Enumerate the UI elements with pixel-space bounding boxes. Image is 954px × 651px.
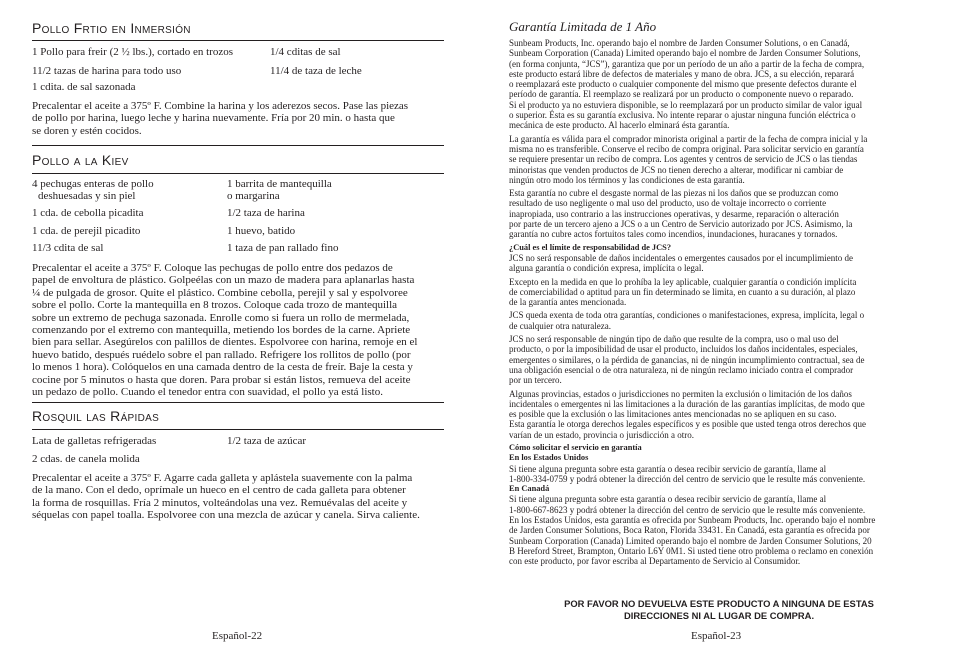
ingredient: 1 Pollo para freir (2 ½ lbs.), cortado en trozos	[32, 46, 233, 58]
paragraph: Algunas provincias, estados o jurisdicciones no permiten la exclusión o limitación de los daños incidentales o emergentes ni las limitaciones a la duración de las garantías implícitas, de modo que es posible que la exclusión o las limitaciones antes mencionadas no se apliquen en su caso. Esta garantía le otorga derechos legales específicos y es posible que usted tenga otros derechos que varían de un estado, provincia o jurisdicción a otro.	[509, 388, 866, 440]
ingredient: 1 barrita de mantequilla	[227, 178, 332, 190]
ingredient: 1 huevo, batido	[227, 225, 296, 237]
ingredient: 1/4 cditas de sal	[270, 46, 341, 58]
paragraph: Excepto en la medida en que lo prohíba la ley aplicable, cualquier garantía o condición implícita de comerciabilidad o aptitud para un fin determinado se limita, en cuanto a su duración, al plazo de la garantía antes mencionada.	[509, 276, 857, 308]
ingredient: 1 taza de pan rallado fino	[227, 242, 339, 254]
divider	[32, 402, 444, 403]
ingredient: 1 cdita. de sal sazonada	[32, 81, 136, 93]
paragraph: Si tiene alguna pregunta sobre esta garantía o desea recibir servicio de garantía, llame al 1-800-334-0759 y podrá obtener la dirección del centro de servicio que le resulte más conveniente.	[509, 463, 866, 484]
instructions-pollo-kiev: Precalentar el aceite a 375º F. Coloque las pechugas de pollo entre dos pedazos de papel de envoltura de plástico. Golpeélas con un mazo de madera para aplanarlas hasta ¼ de pulgada de grosor. Quite el plástico. Combine cebolla, perejil y sal y espolvoree sobre el pollo. Corte la mantequilla en 8 trozos. Coloque cada trozo de mantequilla sobre un extremo de pechuga sazonada. Enrolle como si fuera un rollo de mermelada, comenzando por el extremo con mantequilla, metiendo los bordes de la carne. Apriete bien para sellar. Asegúrelos con palillos de dientes. Espolvoree con harina, remoje en el huevo batido, después ruédelo sobre el pan rallado. Refrigere los rollitos de pollo (por lo menos 1 hora). Colóquelos en una camada dentro de la cesta de freír. Baje la cesta y cocine por 5 minutos o hasta que doren. Para probar si están listos, remueva del aceite un pedazo de pollo. Cuando el tenedor entra con suavidad, el pollo ya está listo.	[32, 262, 418, 399]
page-number-right: Español-23	[691, 630, 742, 642]
divider	[32, 429, 444, 430]
paragraph: Sunbeam Products, Inc. operando bajo el nombre de Jarden Consumer Solutions, o en Canadá, Sunbeam Corporation (Canada) Limited operando bajo el nombre de Jarden Consumer Solutions, (en forma conjunta, “JCS”), garantiza que por un período de un año a partir de la fecha de compra, este producto estará libre de defectos de materiales y mano de obra. JCS, a su elección, reparará o reemplazará este producto o cualquier componente del mismo que presente defectos durante el período de garantía. El reemplazo se realizará por un producto o componente nuevo o reparado. Si el producto ya no estuviera disponible, se lo reemplazará por un producto similar de valor igual o superior. Ésta es su garantía exclusiva. No intente reparar o ajustar ninguna función eléctrica o mecánica de este producto. Al hacerlo elminará ésta garantía.	[509, 38, 865, 131]
paragraph: Esta garantía no cubre el desgaste normal de las piezas ni los daños que se produzcan como resultado de uso negligente o mal uso del producto, uso de voltaje incorrecto o corriente inapropiada, uso contrario a las instrucciones operativas, y desarme, reparación o alteración por parte de un tercero ajeno a JCS o a un Centro de Servicio autorizado por JCS. Asimismo, la garantía no cubre actos fortuitos tales como incendios, inundaciones, huracanes y tornados.	[509, 188, 853, 240]
us-label: En los Estados Unidos	[509, 453, 589, 463]
instructions-pollo-frito: Precalentar el aceite a 375º F. Combine la harina y los aderezos secos. Pase las piezas de pollo por harina, luego leche y harina nuevamente. Fría por 20 min. o hasta que se doren y estén cocidos.	[32, 100, 409, 137]
ingredient: 11/3 cdita de sal	[32, 242, 104, 254]
ingredient: 1 cda. de perejil picadito	[32, 225, 141, 237]
divider	[32, 173, 444, 174]
ingredient: 1/2 taza de harina	[227, 207, 305, 219]
paragraph: La garantía es válida para el comprador minorista original a partir de la fecha de compra inicial y la misma no es transferible. Conserve el recibo de compra original. Para solicitar servicio en garantía se requiere presentar un recibo de compra. Los agentes y centros de servicio de JCS o las tiendas minoristas que venden productos de JCS no tienen derecho a alterar, modificar ni cambiar de ningún otro modo los términos y las condiciones de esta garantía.	[509, 133, 868, 185]
ingredient: 4 pechugas enteras de pollo	[32, 178, 154, 190]
ingredient: deshuesadas y sin piel	[38, 190, 136, 202]
warranty-title: Garantía Limitada de 1 Año	[509, 19, 657, 34]
page-number-left: Español-22	[212, 630, 263, 642]
ingredient: 11/4 de taza de leche	[270, 65, 362, 77]
ingredient: 11/2 tazas de harina para todo uso	[32, 65, 182, 77]
section-title-pollo-frito: Pollo Frtio en Inmersión	[32, 20, 191, 36]
service-heading: Cómo solicitar el servicio en garantía	[509, 442, 642, 452]
divider	[32, 145, 444, 146]
ingredient: 1/2 taza de azúcar	[227, 435, 307, 447]
ingredient: Lata de galletas refrigeradas	[32, 435, 157, 447]
ingredient: 1 cda. de cebolla picadita	[32, 207, 144, 219]
warranty-body	[509, 38, 929, 567]
paragraph: Si tiene alguna pregunta sobre esta garantía o desea recibir servicio de garantía, llame al 1-800-667-8623 y podrá obtener la dirección del centro de servicio que le resulte más conveniente. En los Estados Unidos, esta garantía es ofrecida por Sunbeam Products, Inc. operando bajo el nombre de Jarden Consumer Solutions, Boca Raton, Florida 33431. En Canadá, esta garantía es ofrecida por Sunbeam Corporation (Canada) Limited operando bajo el nombre de Jarden Consumer Solutions, 20 B Hereford Street, Brampton, Ontario L6Y 0M1. Si usted tiene otro problema o reclamo en conexión con este producto, por favor escriba al Departamento de Servicio al Consumidor.	[509, 494, 876, 567]
return-warning: POR FAVOR NO DEVUELVA ESTE PRODUCTO A NINGUNA DE ESTAS DIRECCIONES NI AL LUGAR DE COMPRA.	[564, 598, 874, 621]
divider	[32, 40, 444, 41]
paragraph: JCS queda exenta de toda otra garantías, condiciones o manifestaciones, expresa, implícita, legal o de cualquier otra naturaleza.	[509, 310, 865, 331]
section-title-pollo-kiev: Pollo a la Kiev	[32, 152, 129, 168]
paragraph: JCS no será responsable de ningún tipo de daño que resulte de la compra, uso o mal uso del producto, o por la imposibilidad de usar el producto, incluidos los daños incidentales, especiales, emergentes o similares, o la pérdida de ganancias, ni de ningún incumplimiento contractual, sea de una obligación esencial o de otra naturaleza, ni de ningún reclamo iniciado contra el comprador por un tercero.	[509, 334, 865, 386]
ingredient: 2 cdas. de canela molida	[32, 453, 140, 465]
canada-label: En Canadá	[509, 484, 550, 494]
liability-heading: ¿Cuál es el límite de responsabilidad de JCS?	[509, 242, 672, 252]
section-title-rosquillas: Rosquil las Rápidas	[32, 408, 160, 424]
ingredient: o margarina	[227, 190, 280, 202]
instructions-rosquillas: Precalentar el aceite a 375º F. Agarre cada galleta y aplástela suavemente con la palma de la mano. Con el dedo, oprímale un hueco en el centro de cada galleta para obtener la forma de rosquillas. Fría 2 minutos, volteándolas una vez. Remuévalas del aceite y séquelas con papel toalla. Espolvoree con una mezcla de azúcar y canela. Sirva caliente.	[32, 472, 420, 522]
paragraph: JCS no será responsable de daños incidentales o emergentes causados por el incumplimiento de alguna garantía o condición expresa, implícita o legal.	[509, 252, 853, 274]
